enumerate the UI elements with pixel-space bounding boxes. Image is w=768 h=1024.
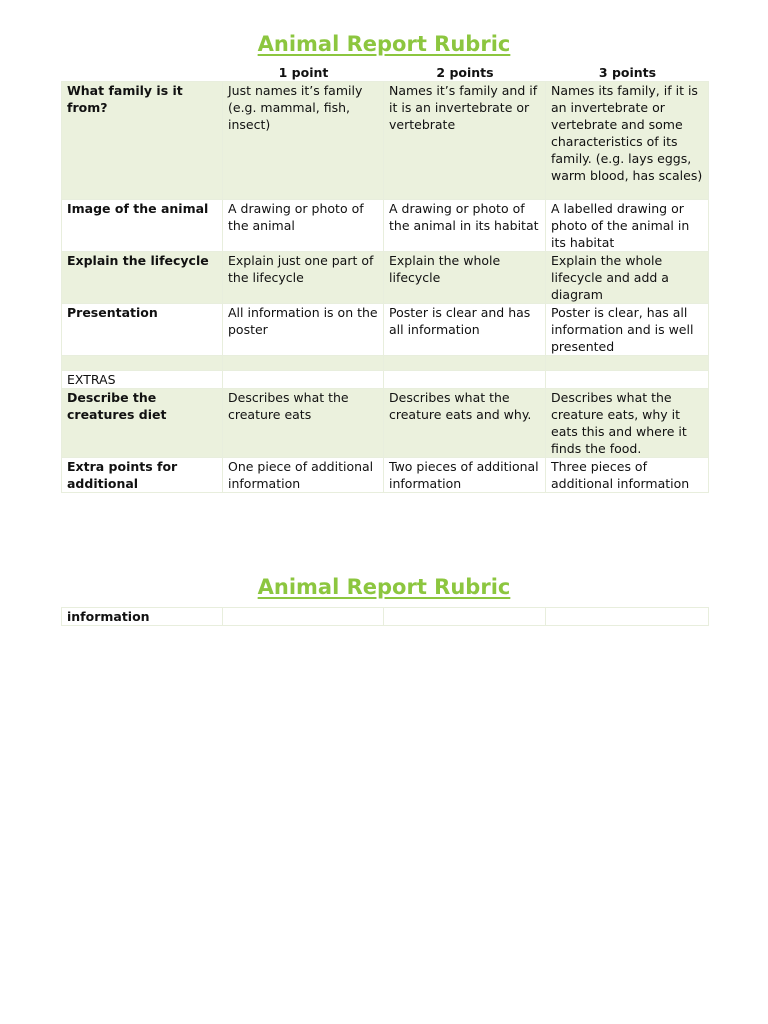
rubric-cell: Describes what the creature eats and why. xyxy=(384,389,546,458)
rubric-cell: Names its family, if it is an invertebrate or vertebrate and some characteristics of its family. (e.g. lays eggs, warm blood, has scales) xyxy=(546,82,709,200)
table-row xyxy=(62,200,709,252)
empty-cell xyxy=(384,356,546,371)
table-row xyxy=(62,304,709,356)
rubric-cell: One piece of additional information xyxy=(223,458,384,493)
table-row xyxy=(62,608,709,626)
empty-cell xyxy=(546,356,709,371)
criterion-cell: Extra points for additional xyxy=(62,458,223,493)
page-title-repeat: Animal Report Rubric xyxy=(257,575,511,599)
rubric-cell: Names it’s family and if it is an invertebrate or vertebrate xyxy=(384,82,546,200)
table-row xyxy=(62,458,709,493)
page-title: Animal Report Rubric xyxy=(257,32,511,56)
rubric-cell: Poster is clear and has all information xyxy=(384,304,546,356)
header-row xyxy=(62,64,709,82)
criterion-cell: Explain the lifecycle xyxy=(62,252,223,304)
empty-cell xyxy=(384,371,546,389)
empty-cell xyxy=(223,608,384,626)
rubric-table xyxy=(61,64,709,493)
column-header-3-points: 3 points xyxy=(598,65,657,80)
table-row xyxy=(62,82,709,200)
empty-cell xyxy=(384,608,546,626)
rubric-cell: Explain just one part of the lifecycle xyxy=(223,252,384,304)
rubric-cell: Poster is clear, has all information and is well presented xyxy=(546,304,709,356)
rubric-cell: Just names it’s family (e.g. mammal, fish, insect) xyxy=(223,82,384,200)
table-row xyxy=(62,252,709,304)
empty-cell xyxy=(62,356,223,371)
empty-cell xyxy=(223,356,384,371)
rubric-cell: Two pieces of additional information xyxy=(384,458,546,493)
column-header-2-points: 2 points xyxy=(436,65,494,80)
criterion-cell: What family is it from? xyxy=(62,82,223,200)
rubric-cell: Explain the whole lifecycle and add a diagram xyxy=(546,252,709,304)
criterion-cell: Image of the animal xyxy=(62,200,223,252)
table-row xyxy=(62,389,709,458)
spacer-row xyxy=(62,356,709,371)
rubric-cell: A drawing or photo of the animal xyxy=(223,200,384,252)
extras-label: EXTRAS xyxy=(62,371,223,389)
rubric-table-continued xyxy=(61,607,709,626)
rubric-cell: A drawing or photo of the animal in its habitat xyxy=(384,200,546,252)
empty-cell xyxy=(546,371,709,389)
rubric-cell: Explain the whole lifecycle xyxy=(384,252,546,304)
rubric-cell: Describes what the creature eats, why it eats this and where it finds the food. xyxy=(546,389,709,458)
extras-row xyxy=(62,371,709,389)
column-header-1-point: 1 point xyxy=(278,65,329,80)
criterion-cell: information xyxy=(62,608,223,626)
rubric-cell: Describes what the creature eats xyxy=(223,389,384,458)
rubric-cell: A labelled drawing or photo of the animal in its habitat xyxy=(546,200,709,252)
criterion-cell: Presentation xyxy=(62,304,223,356)
column-header xyxy=(62,64,223,82)
empty-cell xyxy=(223,371,384,389)
empty-cell xyxy=(546,608,709,626)
rubric-cell: All information is on the poster xyxy=(223,304,384,356)
criterion-cell: Describe the creatures diet xyxy=(62,389,223,458)
rubric-cell: Three pieces of additional information xyxy=(546,458,709,493)
